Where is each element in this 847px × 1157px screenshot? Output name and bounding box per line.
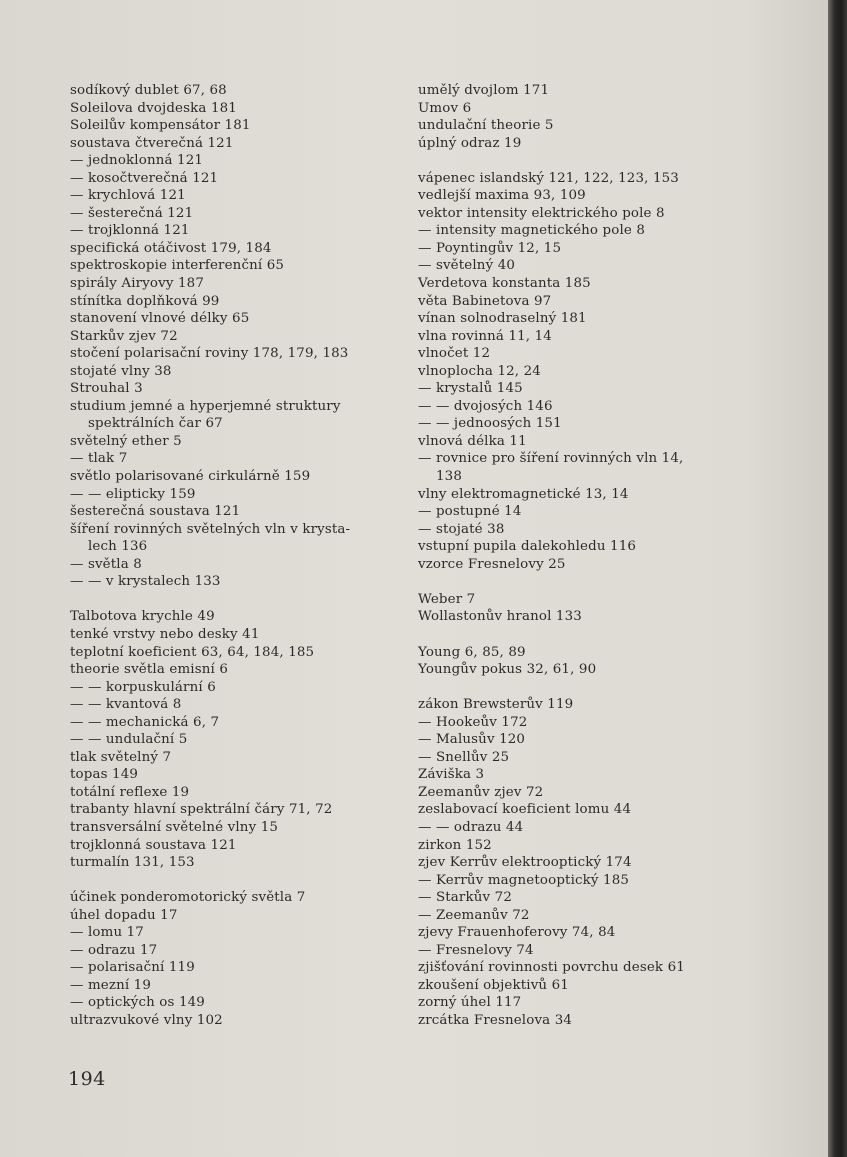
index-entry: — — mechanická 6, 7 bbox=[70, 714, 220, 730]
index-entry: — Malusův 120 bbox=[418, 732, 526, 748]
index-entry: úplný odraz 19 bbox=[418, 135, 522, 151]
index-entry: topas 149 bbox=[70, 767, 139, 783]
index-entry: zkoušení objektivů 61 bbox=[418, 977, 569, 993]
index-entry: šesterečná soustava 121 bbox=[70, 504, 241, 520]
index-entry: — lomu 17 bbox=[70, 925, 144, 941]
index-section-gap bbox=[70, 872, 400, 890]
index-entry: — postupné 14 bbox=[418, 504, 522, 520]
index-entry: Young 6, 85, 89 bbox=[418, 644, 526, 660]
index-entry: teplotní koeficient 63, 64, 184, 185 bbox=[70, 644, 315, 660]
index-entry: — optických os 149 bbox=[70, 995, 205, 1011]
index-entry: — Starkův 72 bbox=[418, 890, 512, 906]
index-entry: specifická otáčivost 179, 184 bbox=[70, 240, 272, 256]
index-entry: stočení polarisační roviny 178, 179, 183 bbox=[70, 346, 349, 362]
index-entry: — šesterečná 121 bbox=[70, 205, 194, 221]
index-entry: zeslabovací koeficient lomu 44 bbox=[418, 802, 632, 818]
index-entry: umělý dvojlom 171 bbox=[418, 83, 550, 98]
index-section-gap bbox=[418, 626, 748, 644]
index-entry: — rovnice pro šíření rovinných vln 14, bbox=[418, 451, 684, 467]
index-entry: spirály Airyovy 187 bbox=[70, 276, 204, 292]
index-entry: věta Babinetova 97 bbox=[418, 293, 552, 309]
index-entry: sodíkový dublet 67, 68 bbox=[70, 83, 227, 98]
index-entry: Zeemanův zjev 72 bbox=[418, 784, 544, 800]
index-entry: — krychlová 121 bbox=[70, 188, 186, 204]
book-spine-edge bbox=[828, 0, 847, 1157]
index-section-gap bbox=[418, 573, 748, 591]
index-entry: — — odrazu 44 bbox=[418, 819, 524, 835]
index-entry: — Hookeův 172 bbox=[418, 714, 528, 730]
index-entry: stínítka doplňková 99 bbox=[70, 293, 220, 309]
index-entry: Strouhal 3 bbox=[70, 381, 143, 397]
index-entry: vedlejší maxima 93, 109 bbox=[418, 188, 586, 204]
index-column-left bbox=[70, 82, 400, 1030]
index-entry: — polarisační 119 bbox=[70, 960, 195, 976]
index-entry: tenké vrstvy nebo desky 41 bbox=[70, 626, 260, 642]
index-entry: Verdetova konstanta 185 bbox=[418, 276, 591, 292]
index-entry: turmalín 131, 153 bbox=[70, 855, 195, 871]
index-entry: trabanty hlavní spektrální čáry 71, 72 bbox=[70, 802, 333, 818]
index-entry: soustava čtverečná 121 bbox=[70, 135, 234, 151]
index-entry: vlnočet 12 bbox=[418, 346, 491, 362]
index-entry: — kosočtverečná 121 bbox=[70, 170, 219, 186]
index-entry: ultrazvukové vlny 102 bbox=[70, 1012, 223, 1028]
index-entry: — trojklonná 121 bbox=[70, 223, 190, 239]
index-entry: — Zeemanův 72 bbox=[418, 907, 530, 923]
index-entry: vektor intensity elektrického pole 8 bbox=[418, 205, 665, 221]
index-entry: Wollastonův hranol 133 bbox=[418, 609, 582, 625]
index-entry: zjev Kerrův elektrooptický 174 bbox=[418, 855, 632, 871]
index-entry: Youngův pokus 32, 61, 90 bbox=[418, 662, 597, 678]
index-entry: lech 136 bbox=[88, 539, 148, 555]
index-entry: zjevy Frauenhoferovy 74, 84 bbox=[418, 925, 616, 941]
index-entry: — světelný 40 bbox=[418, 258, 516, 274]
index-column-right bbox=[418, 82, 748, 1030]
index-entry: vápenec islandský 121, 122, 123, 153 bbox=[418, 170, 679, 186]
index-entry: vlnová délka 11 bbox=[418, 433, 527, 449]
index-entry: Umov 6 bbox=[418, 100, 472, 116]
index-entry: — — kvantová 8 bbox=[70, 697, 182, 713]
index-entry: — Fresnelovy 74 bbox=[418, 942, 534, 958]
index-entry: 138 bbox=[436, 469, 463, 485]
index-entry: — — v krystalech 133 bbox=[70, 574, 221, 590]
index-entry: Weber 7 bbox=[418, 591, 476, 607]
index-entry: — krystalů 145 bbox=[418, 381, 523, 397]
index-entry: Záviška 3 bbox=[418, 767, 485, 783]
index-entry: vlnoplocha 12, 24 bbox=[418, 363, 541, 379]
index-entry: — — dvojosých 146 bbox=[418, 398, 553, 414]
index-entry: spektroskopie interferenční 65 bbox=[70, 258, 285, 274]
index-entry: totální reflexe 19 bbox=[70, 784, 190, 800]
index-entry: stojaté vlny 38 bbox=[70, 363, 172, 379]
index-entry: — jednoklonná 121 bbox=[70, 153, 204, 169]
index-section-gap bbox=[418, 152, 748, 170]
index-entry: — — korpuskulární 6 bbox=[70, 679, 216, 695]
index-entry: zjišťování rovinnosti povrchu desek 61 bbox=[418, 960, 685, 976]
index-entry: — Kerrův magnetooptický 185 bbox=[418, 872, 630, 888]
index-entry: undulační theorie 5 bbox=[418, 118, 554, 134]
index-entry: — světla 8 bbox=[70, 556, 142, 572]
index-entry: úhel dopadu 17 bbox=[70, 907, 178, 923]
index-entry: — odrazu 17 bbox=[70, 942, 158, 958]
index-entry: zrcátka Fresnelova 34 bbox=[418, 1012, 573, 1028]
index-entry: vlna rovinná 11, 14 bbox=[418, 328, 552, 344]
index-entry: — stojaté 38 bbox=[418, 521, 505, 537]
index-entry: Soleilův kompensátor 181 bbox=[70, 118, 251, 134]
index-entry: — intensity magnetického pole 8 bbox=[418, 223, 646, 239]
index-entry: — — undulační 5 bbox=[70, 732, 188, 748]
index-entry: vstupní pupila dalekohledu 116 bbox=[418, 539, 637, 555]
index-entry: studium jemné a hyperjemné struktury bbox=[70, 398, 341, 414]
index-entry: stanovení vlnové délky 65 bbox=[70, 311, 250, 327]
index-section-gap bbox=[70, 591, 400, 609]
index-entry: spektrálních čar 67 bbox=[88, 416, 223, 432]
index-entry: — tlak 7 bbox=[70, 451, 128, 467]
index-entry: světelný ether 5 bbox=[70, 433, 182, 449]
index-entry: Talbotova krychle 49 bbox=[70, 609, 215, 625]
index-entry: vlny elektromagnetické 13, 14 bbox=[418, 486, 629, 502]
index-entry: účinek ponderomotorický světla 7 bbox=[70, 890, 306, 906]
index-section-gap bbox=[418, 679, 748, 697]
index-entry: — — jednoosých 151 bbox=[418, 416, 562, 432]
index-entry: Soleilova dvojdeska 181 bbox=[70, 100, 237, 116]
index-entry: transversální světelné vlny 15 bbox=[70, 819, 279, 835]
index-entry: zorný úhel 117 bbox=[418, 995, 522, 1011]
index-entry: zirkon 152 bbox=[418, 837, 492, 853]
page-number: 194 bbox=[68, 1068, 106, 1090]
index-entry: Starkův zjev 72 bbox=[70, 328, 178, 344]
index-entry: vzorce Fresnelovy 25 bbox=[418, 556, 566, 572]
index-entry: tlak světelný 7 bbox=[70, 749, 172, 765]
index-entry: — — elipticky 159 bbox=[70, 486, 196, 502]
index-entry: šíření rovinných světelných vln v krysta- bbox=[70, 521, 351, 537]
index-entry: — mezní 19 bbox=[70, 977, 152, 993]
index-entry: theorie světla emisní 6 bbox=[70, 662, 229, 678]
index-entry: — Poyntingův 12, 15 bbox=[418, 240, 562, 256]
index-entry: vínan solnodraselný 181 bbox=[418, 311, 587, 327]
index-entry: zákon Brewsterův 119 bbox=[418, 697, 574, 713]
index-entry: trojklonná soustava 121 bbox=[70, 837, 237, 853]
index-entry: — Snellův 25 bbox=[418, 749, 510, 765]
index-entry: světlo polarisované cirkulárně 159 bbox=[70, 469, 311, 485]
